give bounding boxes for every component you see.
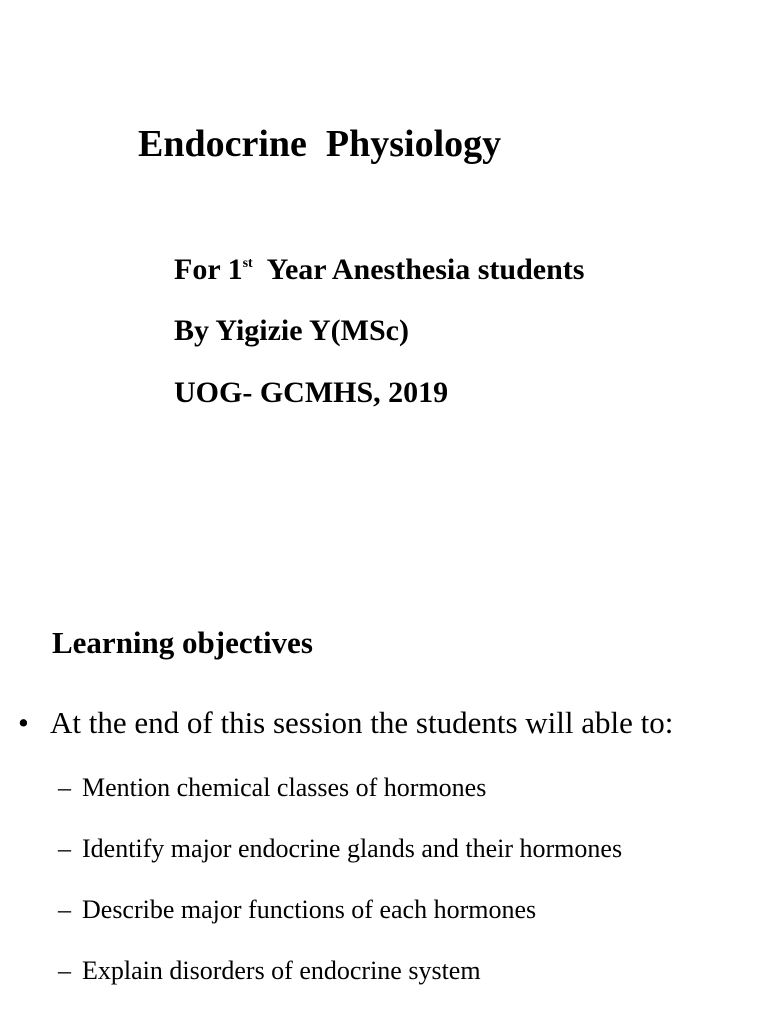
bullet-text: At the end of this session the students will able to: xyxy=(50,705,674,740)
slide-title: Endocrine Physiology xyxy=(138,123,502,165)
audience-prefix: For 1 xyxy=(174,253,243,286)
dash-icon: – xyxy=(58,956,71,985)
audience-line xyxy=(174,252,584,288)
ordinal-suffix: st xyxy=(242,256,253,271)
dash-icon: – xyxy=(58,773,71,802)
dash-icon: – xyxy=(58,834,71,863)
bullet-icon: • xyxy=(18,705,29,740)
objective-text: Explain disorders of endocrine system xyxy=(82,956,481,985)
objective-item xyxy=(58,894,536,925)
objective-text: Identify major endocrine glands and their hormones xyxy=(82,834,623,863)
objective-item xyxy=(58,833,622,864)
objective-text: Mention chemical classes of hormones xyxy=(82,773,487,802)
objectives-slide xyxy=(0,600,768,1024)
author-line: By Yigizie Y(MSc) xyxy=(174,314,409,347)
audience-suffix: Year Anesthesia students xyxy=(252,253,585,286)
institution-line: UOG- GCMHS, 2019 xyxy=(174,376,449,409)
objectives-intro-bullet xyxy=(18,704,673,741)
objective-item xyxy=(58,955,481,986)
dash-icon: – xyxy=(58,895,71,924)
objectives-heading: Learning objectives xyxy=(52,625,313,660)
objective-item xyxy=(58,772,486,803)
objective-text: Describe major functions of each hormones xyxy=(82,895,537,924)
